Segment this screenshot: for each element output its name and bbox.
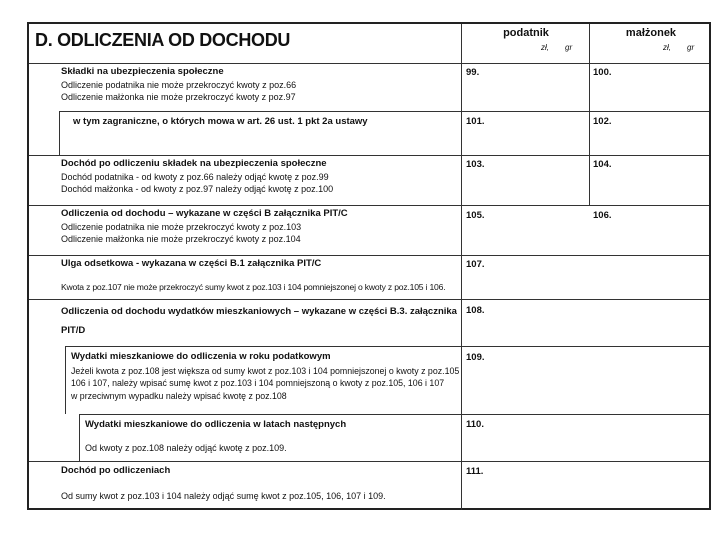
row-housing-deductions-title: PIT/D	[61, 325, 86, 336]
field-100-label: 100.	[593, 67, 612, 78]
field-111-input[interactable]	[462, 478, 709, 508]
row-divider	[29, 155, 709, 156]
field-107-label: 107.	[466, 259, 485, 270]
row-divider	[29, 299, 709, 300]
row-divider	[29, 205, 709, 206]
deductions-form-section	[27, 22, 711, 510]
row-divider	[29, 63, 709, 64]
unit-zl-taxpayer: zł,	[541, 43, 549, 52]
field-102-label: 102.	[593, 116, 612, 127]
row-housing-current-note: Jeżeli kwota z poz.108 jest większa od sumy kwot z poz.103 i 104 pomniejszonej o kwoty z poz.105	[71, 366, 460, 376]
row-pitc-deductions-note: Odliczenie małżonka nie może przekroczyć kwoty z poz.104	[61, 234, 301, 244]
field-108-input[interactable]	[462, 317, 709, 345]
field-101-input[interactable]	[462, 128, 588, 154]
column-header-taxpayer: podatnik	[503, 27, 549, 39]
row-pitc-deductions-note: Odliczenie podatnika nie może przekroczyć kwoty z poz.103	[61, 222, 302, 232]
field-109-input[interactable]	[462, 364, 709, 413]
row-pitc-deductions-title: Odliczenia od dochodu – wykazane w części B załącznika PIT/C	[61, 208, 348, 219]
field-106-label: 106.	[593, 210, 612, 221]
row-social-security-title: Składki na ubezpieczenia społeczne	[61, 66, 224, 77]
field-109-label: 109.	[466, 352, 485, 363]
field-99-input[interactable]	[462, 79, 588, 110]
row-divider	[29, 255, 709, 256]
field-103-label: 103.	[466, 159, 485, 170]
field-100-input[interactable]	[590, 79, 709, 110]
row-interest-relief-title: Ulga odsetkowa - wykazana w części B.1 załącznika PIT/C	[61, 258, 322, 269]
row-income-after-contributions-note: Dochód podatnika - od kwoty z poz.66 należy odjąć kwotę z poz.99	[61, 172, 329, 182]
field-101-label: 101.	[466, 116, 485, 127]
unit-gr-taxpayer: gr	[565, 43, 573, 52]
row-divider	[29, 461, 709, 462]
field-108-label: 108.	[466, 305, 485, 316]
field-104-input[interactable]	[590, 171, 709, 204]
row-income-after-contributions-title: Dochód po odliczeniu składek na ubezpieczenia społeczne	[61, 158, 327, 169]
row-social-security-note: Odliczenie małżonka nie może przekroczyć kwoty z poz.97	[61, 92, 296, 102]
row-income-after-deductions-note: Od sumy kwot z poz.103 i 104 należy odjąć sumę kwot z poz.105, 106, 107 i 109.	[61, 491, 386, 501]
field-107-input[interactable]	[462, 271, 709, 298]
field-110-label: 110.	[466, 419, 484, 430]
row-interest-relief-note: Kwota z poz.107 nie może przekroczyć sumy kwot z poz.103 i 104 pomniejszonej o kwoty z poz.105 i 106.	[61, 282, 446, 292]
field-105-label: 105.	[466, 210, 485, 221]
row-divider	[461, 111, 709, 112]
row-housing-current-title: Wydatki mieszkaniowe do odliczenia w roku podatkowym	[71, 351, 331, 362]
row-foreign-title: w tym zagraniczne, o których mowa w art. 26 ust. 1 pkt 2a ustawy	[73, 116, 368, 127]
row-social-security-note: Odliczenie podatnika nie może przekroczyć kwoty z poz.66	[61, 80, 297, 90]
field-111-label: 111.	[466, 466, 484, 477]
field-104-label: 104.	[593, 159, 612, 170]
row-housing-deductions-title: Odliczenia od dochodu wydatków mieszkaniowych – wykazane w części B.3. załącznika	[61, 306, 457, 317]
field-110-input[interactable]	[462, 431, 709, 460]
field-105-input[interactable]	[462, 222, 588, 254]
field-99-label: 99.	[466, 67, 480, 78]
field-106-input[interactable]	[590, 222, 709, 254]
row-income-after-contributions-note: Dochód małżonka - od kwoty z poz.97 należy odjąć kwotę z poz.100	[61, 184, 334, 194]
row-income-after-deductions-title: Dochód po odliczeniach	[61, 465, 171, 476]
unit-zl-spouse: zł,	[663, 43, 671, 52]
row-housing-current-note: w przeciwnym wypadku należy wpisać kwotę z poz.108	[71, 391, 287, 401]
field-103-input[interactable]	[462, 171, 588, 204]
section-title: D. ODLICZENIA OD DOCHODU	[35, 30, 291, 50]
row-housing-next-title: Wydatki mieszkaniowe do odliczenia w latach następnych	[85, 419, 347, 430]
row-housing-next-note: Od kwoty z poz.108 należy odjąć kwotę z poz.109.	[85, 443, 287, 453]
unit-gr-spouse: gr	[687, 43, 695, 52]
column-header-spouse: małżonek	[625, 27, 677, 39]
field-102-input[interactable]	[590, 128, 709, 154]
row-housing-current-note: 106 i 107, należy wpisać sumę kwot z poz.103 i 104 pomniejszoną o kwoty z poz.105, 106 i 107	[71, 378, 445, 388]
